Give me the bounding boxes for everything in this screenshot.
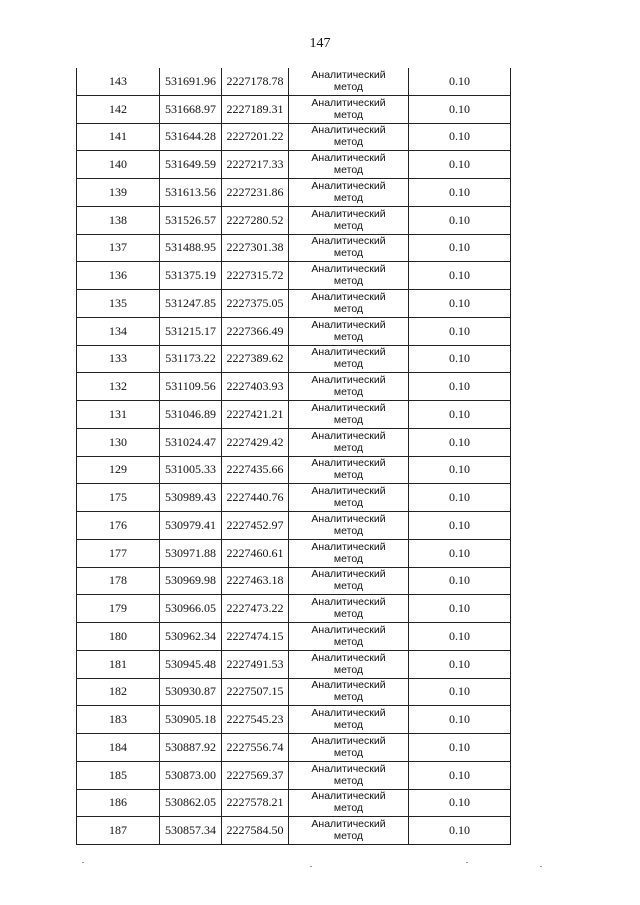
- y-coordinate-cell: 2227473.22: [222, 595, 289, 623]
- method-text: Аналитический метод: [311, 290, 386, 315]
- method-text: Аналитический метод: [311, 179, 386, 204]
- method-cell: [289, 373, 409, 401]
- table-row: [77, 817, 511, 845]
- accuracy-cell: 0.10: [409, 623, 511, 651]
- accuracy-cell: 0.10: [409, 68, 511, 95]
- scan-speck: [82, 862, 84, 863]
- method-text: Аналитический метод: [311, 707, 386, 732]
- accuracy-cell: 0.10: [409, 539, 511, 567]
- x-coordinate-cell: 530930.87: [160, 678, 222, 706]
- y-coordinate-cell: 2227491.53: [222, 650, 289, 678]
- table-row: [77, 456, 511, 484]
- method-cell: [289, 761, 409, 789]
- x-coordinate-cell: 531024.47: [160, 428, 222, 456]
- table-row: [77, 428, 511, 456]
- coordinates-table: [76, 68, 511, 845]
- method-text: Аналитический метод: [311, 457, 386, 482]
- y-coordinate-cell: 2227280.52: [222, 206, 289, 234]
- accuracy-cell: 0.10: [409, 123, 511, 151]
- y-coordinate-cell: 2227231.86: [222, 179, 289, 207]
- method-cell: [289, 401, 409, 429]
- point-number-cell: 180: [77, 623, 160, 651]
- accuracy-cell: 0.10: [409, 206, 511, 234]
- x-coordinate-cell: 531046.89: [160, 401, 222, 429]
- x-coordinate-cell: 531005.33: [160, 456, 222, 484]
- method-text: Аналитический метод: [311, 68, 386, 93]
- method-cell: [289, 623, 409, 651]
- x-coordinate-cell: 531613.56: [160, 179, 222, 207]
- point-number-cell: 140: [77, 151, 160, 179]
- y-coordinate-cell: 2227429.42: [222, 428, 289, 456]
- table-row: [77, 373, 511, 401]
- accuracy-cell: 0.10: [409, 789, 511, 817]
- x-coordinate-cell: 531109.56: [160, 373, 222, 401]
- y-coordinate-cell: 2227189.31: [222, 95, 289, 123]
- method-text: Аналитический метод: [311, 429, 386, 454]
- table-row: [77, 179, 511, 207]
- method-cell: [289, 234, 409, 262]
- point-number-cell: 130: [77, 428, 160, 456]
- accuracy-cell: 0.10: [409, 734, 511, 762]
- accuracy-cell: 0.10: [409, 512, 511, 540]
- scan-speck: [310, 866, 312, 867]
- method-text: Аналитический метод: [311, 374, 386, 399]
- y-coordinate-cell: 2227375.05: [222, 290, 289, 318]
- method-cell: [289, 539, 409, 567]
- y-coordinate-cell: 2227584.50: [222, 817, 289, 845]
- method-text: Аналитический метод: [311, 346, 386, 371]
- point-number-cell: 138: [77, 206, 160, 234]
- point-number-cell: 136: [77, 262, 160, 290]
- method-cell: [289, 206, 409, 234]
- x-coordinate-cell: 531247.85: [160, 290, 222, 318]
- accuracy-cell: 0.10: [409, 373, 511, 401]
- point-number-cell: 143: [77, 68, 160, 95]
- point-number-cell: 185: [77, 761, 160, 789]
- x-coordinate-cell: 530945.48: [160, 650, 222, 678]
- y-coordinate-cell: 2227389.62: [222, 345, 289, 373]
- x-coordinate-cell: 530873.00: [160, 761, 222, 789]
- x-coordinate-cell: 530969.98: [160, 567, 222, 595]
- method-cell: [289, 484, 409, 512]
- method-cell: [289, 151, 409, 179]
- point-number-cell: 181: [77, 650, 160, 678]
- method-text: Аналитический метод: [311, 235, 386, 260]
- method-cell: [289, 678, 409, 706]
- accuracy-cell: 0.10: [409, 234, 511, 262]
- x-coordinate-cell: 530857.34: [160, 817, 222, 845]
- method-text: Аналитический метод: [311, 207, 386, 232]
- table-row: [77, 68, 511, 95]
- x-coordinate-cell: 531488.95: [160, 234, 222, 262]
- method-cell: [289, 317, 409, 345]
- method-cell: [289, 456, 409, 484]
- x-coordinate-cell: 530971.88: [160, 539, 222, 567]
- method-text: Аналитический метод: [311, 485, 386, 510]
- accuracy-cell: 0.10: [409, 761, 511, 789]
- y-coordinate-cell: 2227366.49: [222, 317, 289, 345]
- method-cell: [289, 123, 409, 151]
- x-coordinate-cell: 531173.22: [160, 345, 222, 373]
- table-row: [77, 706, 511, 734]
- method-text: Аналитический метод: [311, 401, 386, 426]
- y-coordinate-cell: 2227474.15: [222, 623, 289, 651]
- accuracy-cell: 0.10: [409, 595, 511, 623]
- method-text: Аналитический метод: [311, 124, 386, 149]
- y-coordinate-cell: 2227435.66: [222, 456, 289, 484]
- method-text: Аналитический метод: [311, 263, 386, 288]
- page-number: 147: [309, 36, 331, 51]
- table-row: [77, 206, 511, 234]
- method-cell: [289, 650, 409, 678]
- method-text: Аналитический метод: [311, 568, 386, 593]
- scan-speck: [540, 866, 542, 867]
- table-body: [77, 68, 511, 845]
- x-coordinate-cell: 530989.43: [160, 484, 222, 512]
- accuracy-cell: 0.10: [409, 484, 511, 512]
- table-row: [77, 567, 511, 595]
- method-cell: [289, 290, 409, 318]
- point-number-cell: 176: [77, 512, 160, 540]
- method-text: Аналитический метод: [311, 96, 386, 121]
- y-coordinate-cell: 2227421.21: [222, 401, 289, 429]
- x-coordinate-cell: 530962.34: [160, 623, 222, 651]
- table-row: [77, 539, 511, 567]
- accuracy-cell: 0.10: [409, 262, 511, 290]
- table-row: [77, 123, 511, 151]
- point-number-cell: 178: [77, 567, 160, 595]
- method-cell: [289, 706, 409, 734]
- method-cell: [289, 345, 409, 373]
- point-number-cell: 187: [77, 817, 160, 845]
- table-row: [77, 734, 511, 762]
- method-cell: [289, 734, 409, 762]
- y-coordinate-cell: 2227178.78: [222, 68, 289, 95]
- method-text: Аналитический метод: [311, 318, 386, 343]
- table-row: [77, 623, 511, 651]
- point-number-cell: 133: [77, 345, 160, 373]
- y-coordinate-cell: 2227403.93: [222, 373, 289, 401]
- scan-speck: [466, 862, 468, 863]
- accuracy-cell: 0.10: [409, 650, 511, 678]
- point-number-cell: 186: [77, 789, 160, 817]
- table-row: [77, 234, 511, 262]
- method-text: Аналитический метод: [311, 152, 386, 177]
- method-cell: [289, 68, 409, 95]
- table-row: [77, 678, 511, 706]
- method-text: Аналитический метод: [311, 512, 386, 537]
- y-coordinate-cell: 2227507.15: [222, 678, 289, 706]
- method-cell: [289, 789, 409, 817]
- method-text: Аналитический метод: [311, 790, 386, 815]
- y-coordinate-cell: 2227460.61: [222, 539, 289, 567]
- table-row: [77, 401, 511, 429]
- y-coordinate-cell: 2227463.18: [222, 567, 289, 595]
- point-number-cell: 182: [77, 678, 160, 706]
- accuracy-cell: 0.10: [409, 567, 511, 595]
- method-cell: [289, 512, 409, 540]
- accuracy-cell: 0.10: [409, 706, 511, 734]
- point-number-cell: 135: [77, 290, 160, 318]
- accuracy-cell: 0.10: [409, 151, 511, 179]
- x-coordinate-cell: 531375.19: [160, 262, 222, 290]
- point-number-cell: 183: [77, 706, 160, 734]
- method-cell: [289, 262, 409, 290]
- table-row: [77, 151, 511, 179]
- point-number-cell: 129: [77, 456, 160, 484]
- table-row: [77, 484, 511, 512]
- point-number-cell: 139: [77, 179, 160, 207]
- accuracy-cell: 0.10: [409, 290, 511, 318]
- table-row: [77, 789, 511, 817]
- x-coordinate-cell: 530905.18: [160, 706, 222, 734]
- x-coordinate-cell: 531649.59: [160, 151, 222, 179]
- accuracy-cell: 0.10: [409, 401, 511, 429]
- table-row: [77, 290, 511, 318]
- method-cell: [289, 567, 409, 595]
- accuracy-cell: 0.10: [409, 317, 511, 345]
- x-coordinate-cell: 531668.97: [160, 95, 222, 123]
- table-row: [77, 512, 511, 540]
- accuracy-cell: 0.10: [409, 428, 511, 456]
- x-coordinate-cell: 530887.92: [160, 734, 222, 762]
- x-coordinate-cell: 531644.28: [160, 123, 222, 151]
- y-coordinate-cell: 2227556.74: [222, 734, 289, 762]
- y-coordinate-cell: 2227578.21: [222, 789, 289, 817]
- accuracy-cell: 0.10: [409, 95, 511, 123]
- y-coordinate-cell: 2227545.23: [222, 706, 289, 734]
- point-number-cell: 184: [77, 734, 160, 762]
- point-number-cell: 141: [77, 123, 160, 151]
- x-coordinate-cell: 531215.17: [160, 317, 222, 345]
- method-text: Аналитический метод: [311, 762, 386, 787]
- accuracy-cell: 0.10: [409, 456, 511, 484]
- accuracy-cell: 0.10: [409, 179, 511, 207]
- method-text: Аналитический метод: [311, 540, 386, 565]
- x-coordinate-cell: 531526.57: [160, 206, 222, 234]
- table-row: [77, 650, 511, 678]
- x-coordinate-cell: 530862.05: [160, 789, 222, 817]
- accuracy-cell: 0.10: [409, 345, 511, 373]
- method-cell: [289, 428, 409, 456]
- method-cell: [289, 179, 409, 207]
- x-coordinate-cell: 531691.96: [160, 68, 222, 95]
- point-number-cell: 134: [77, 317, 160, 345]
- table-row: [77, 595, 511, 623]
- y-coordinate-cell: 2227301.38: [222, 234, 289, 262]
- table-row: [77, 345, 511, 373]
- table-row: [77, 317, 511, 345]
- y-coordinate-cell: 2227315.72: [222, 262, 289, 290]
- point-number-cell: 177: [77, 539, 160, 567]
- table-row: [77, 95, 511, 123]
- table-row: [77, 262, 511, 290]
- point-number-cell: 142: [77, 95, 160, 123]
- method-text: Аналитический метод: [311, 651, 386, 676]
- method-text: Аналитический метод: [311, 818, 386, 843]
- method-text: Аналитический метод: [311, 679, 386, 704]
- point-number-cell: 132: [77, 373, 160, 401]
- x-coordinate-cell: 530966.05: [160, 595, 222, 623]
- method-text: Аналитический метод: [311, 596, 386, 621]
- table-row: [77, 761, 511, 789]
- y-coordinate-cell: 2227201.22: [222, 123, 289, 151]
- y-coordinate-cell: 2227217.33: [222, 151, 289, 179]
- method-text: Аналитический метод: [311, 623, 386, 648]
- y-coordinate-cell: 2227569.37: [222, 761, 289, 789]
- point-number-cell: 131: [77, 401, 160, 429]
- y-coordinate-cell: 2227452.97: [222, 512, 289, 540]
- method-cell: [289, 95, 409, 123]
- method-text: Аналитический метод: [311, 734, 386, 759]
- accuracy-cell: 0.10: [409, 817, 511, 845]
- y-coordinate-cell: 2227440.76: [222, 484, 289, 512]
- point-number-cell: 179: [77, 595, 160, 623]
- x-coordinate-cell: 530979.41: [160, 512, 222, 540]
- method-cell: [289, 817, 409, 845]
- point-number-cell: 137: [77, 234, 160, 262]
- method-cell: [289, 595, 409, 623]
- point-number-cell: 175: [77, 484, 160, 512]
- accuracy-cell: 0.10: [409, 678, 511, 706]
